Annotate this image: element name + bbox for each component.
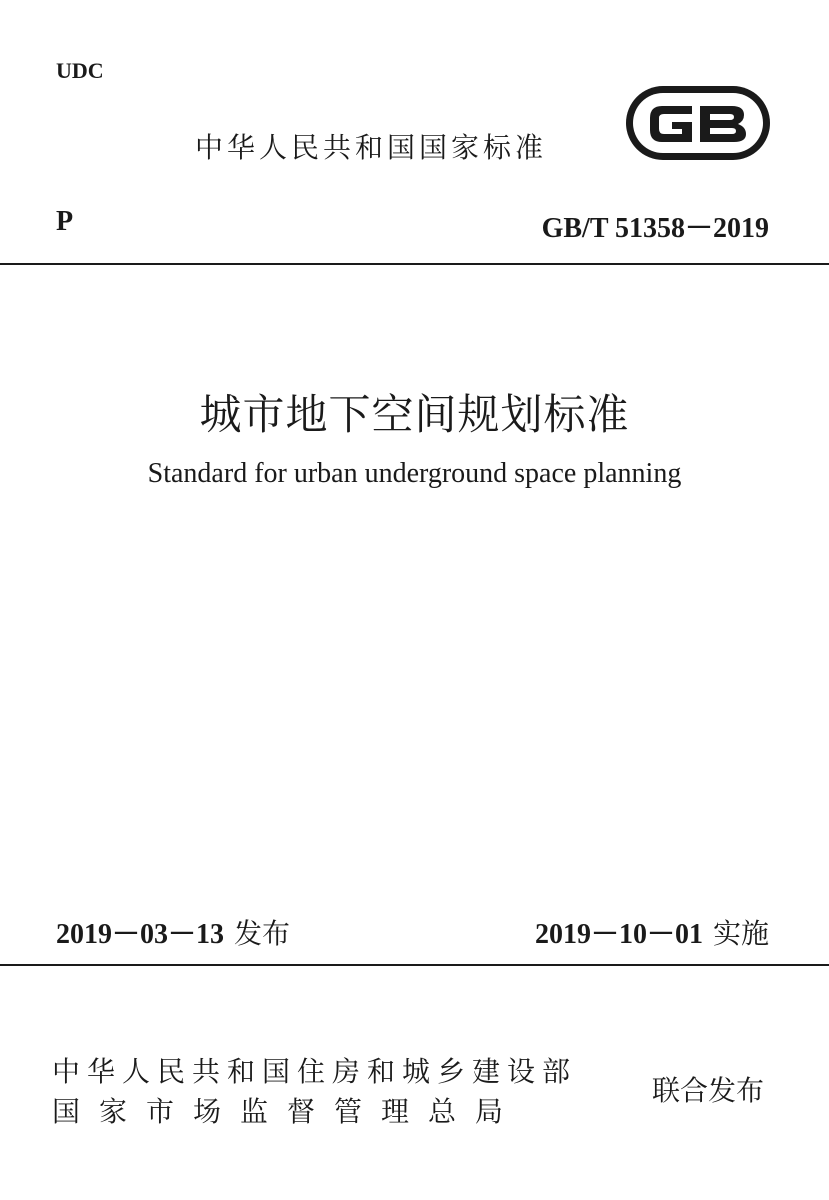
national-standard-heading: 中华人民共和国国家标准 — [195, 131, 548, 164]
joint-release-label: 联合发布 — [652, 1074, 765, 1107]
issuer-line-2: 国家市场监督管理总局 — [52, 1095, 523, 1128]
gb-logo — [624, 84, 772, 162]
issue-date — [56, 912, 290, 952]
title-english: Standard for urban underground space planning — [147, 458, 682, 489]
top-divider — [0, 263, 829, 265]
title-chinese: 城市地下空间规划标准 — [199, 393, 630, 439]
bottom-divider — [0, 964, 829, 966]
issue-date-label: 发布 — [234, 917, 291, 950]
issuer-line-1: 中华人民共和国住房和城乡建设部 — [52, 1055, 578, 1088]
implementation-date — [535, 912, 769, 952]
standard-number: GB/T 51358－2019 — [541, 213, 769, 244]
implementation-date-label: 实施 — [712, 917, 769, 950]
udc-label: UDC — [56, 58, 104, 83]
implementation-date-value: 2019－10－01 — [534, 919, 703, 950]
category-code: P — [56, 206, 74, 237]
issue-date-value: 2019－03－13 — [56, 919, 225, 950]
